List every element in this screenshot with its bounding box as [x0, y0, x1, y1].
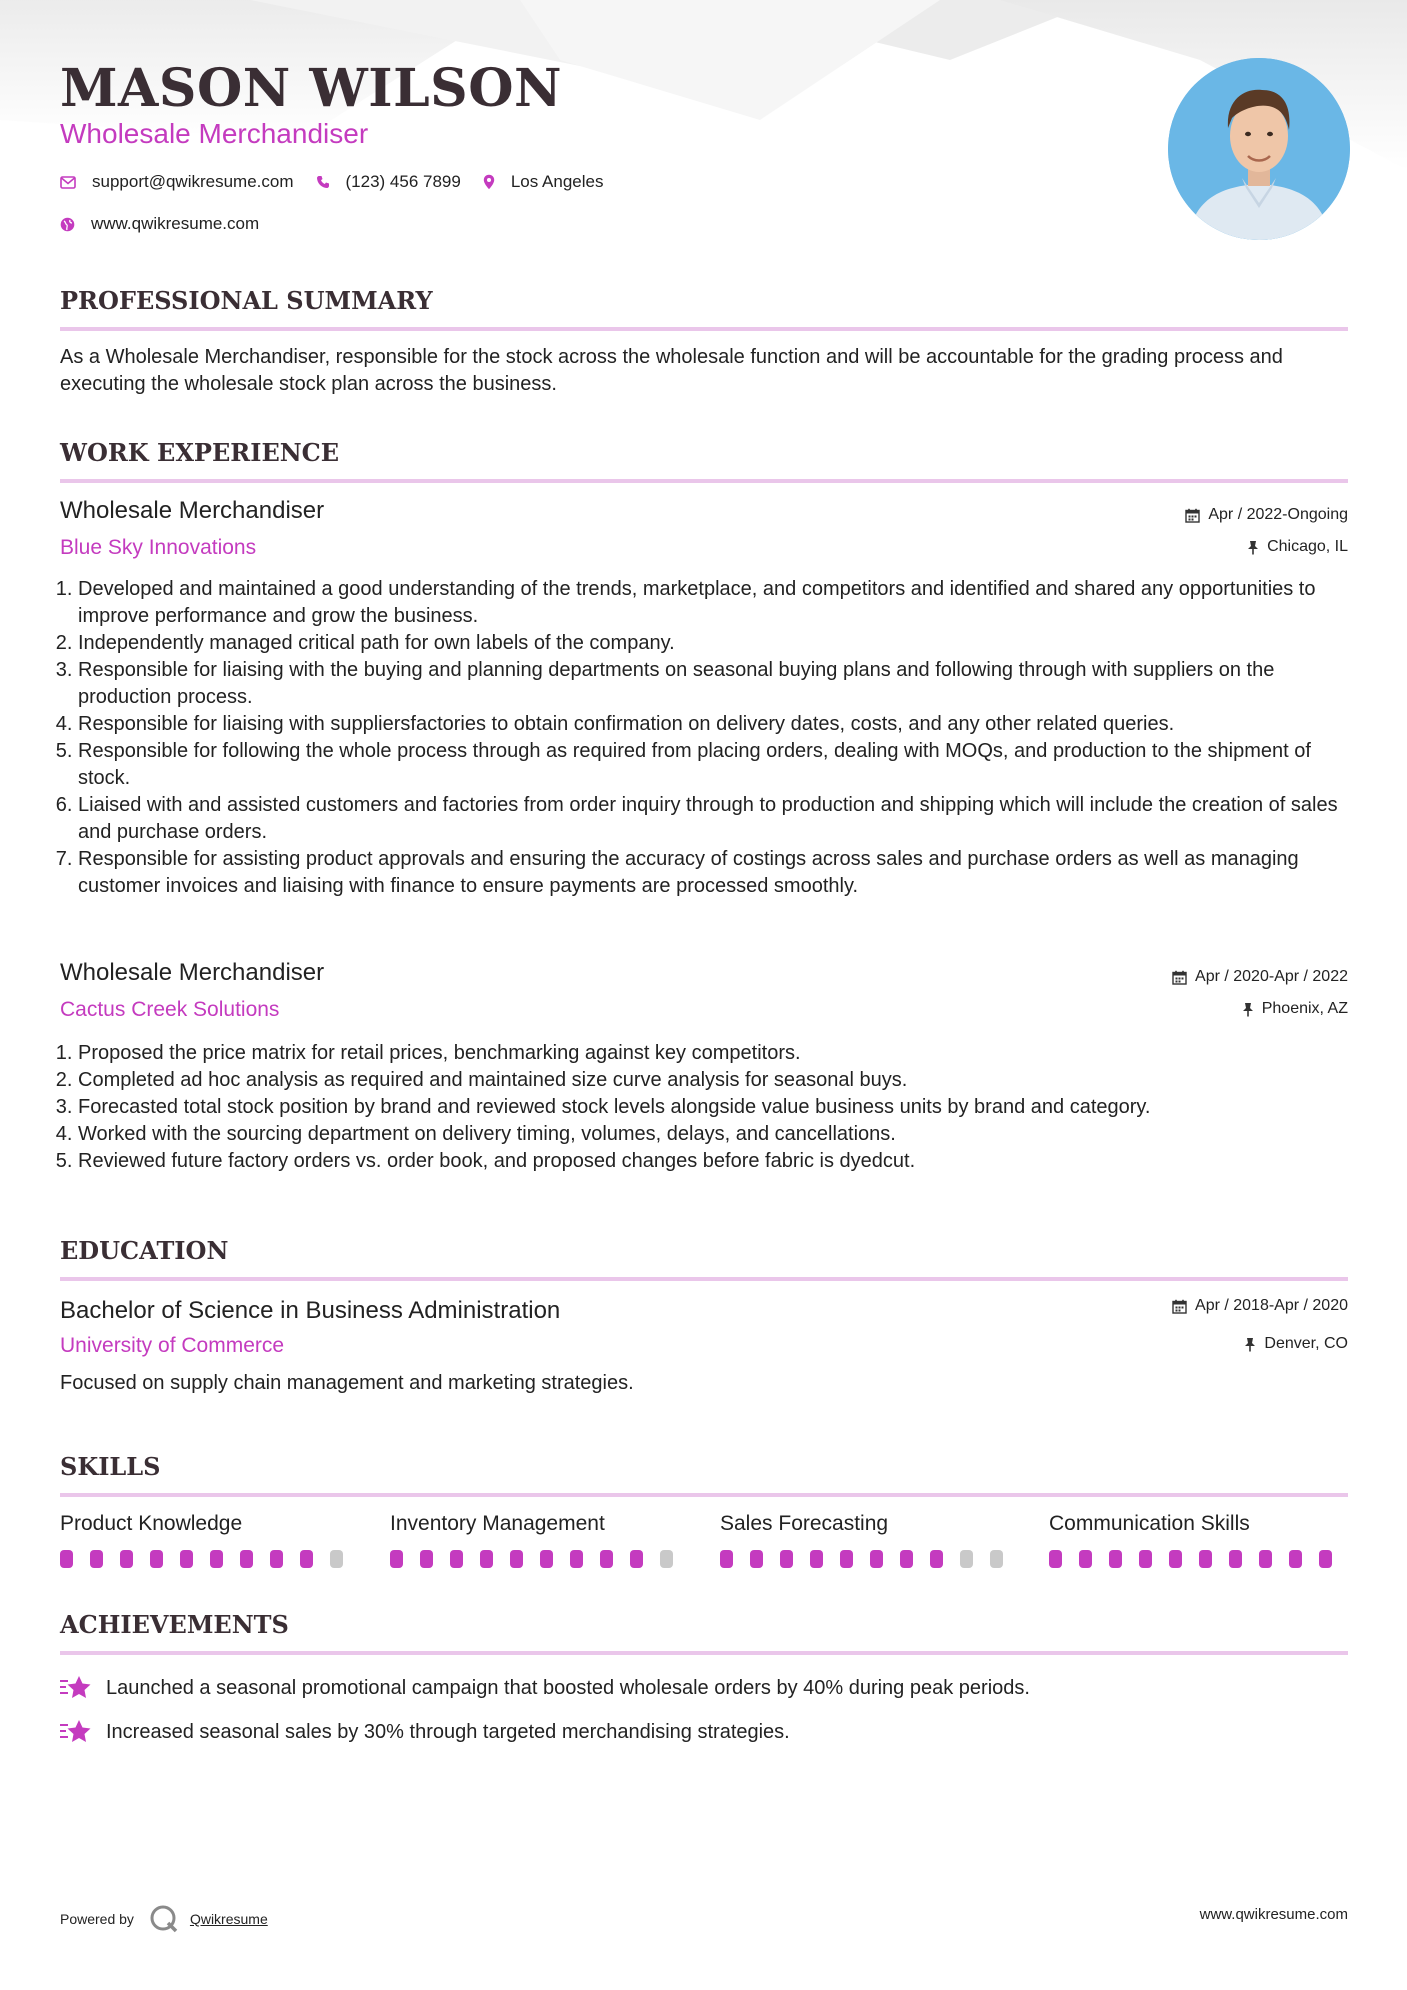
skill-name: Product Knowledge [60, 1512, 243, 1535]
contact-website[interactable] [60, 214, 259, 234]
rating-dot-filled [90, 1550, 103, 1568]
job-1-company: Blue Sky Innovations [60, 536, 257, 559]
contact-location [483, 172, 604, 192]
job-2-company: Cactus Creek Solutions [60, 998, 280, 1021]
list-item: 3. Forecasted total stock position by brand and reviewed stock levels alongside value business units by brand and category. [78, 1094, 1366, 1121]
job-1-dates [1185, 506, 1348, 524]
rating-dot-filled [1289, 1550, 1302, 1568]
education-heading: EDUCATION [60, 1236, 1348, 1281]
skill-rating [390, 1550, 690, 1568]
list-item: 1. Proposed the price matrix for retail prices, benchmarking against key competitors. [78, 1040, 1366, 1067]
summary-text: As a Wholesale Merchandiser, responsible for the stock across the wholesale function and will be accountable for the grading process and executing the wholesale stock plan across the business. [60, 346, 1283, 395]
rating-dot-filled [1169, 1550, 1182, 1568]
skills-heading: SKILLS [60, 1452, 1348, 1497]
achievement-item [60, 1718, 790, 1746]
experience-heading: WORK EXPERIENCE [60, 438, 1348, 483]
skill-rating [1049, 1550, 1349, 1568]
skill-rating [60, 1550, 360, 1568]
rating-dot-empty [960, 1550, 973, 1568]
skill-name: Inventory Management [390, 1512, 605, 1535]
skill-item [390, 1512, 690, 1568]
list-item: 2. Completed ad hoc analysis as required and maintained size curve analysis for seasonal buys. [78, 1067, 1366, 1094]
rating-dot-filled [240, 1550, 253, 1568]
pushpin-icon [1244, 1337, 1256, 1352]
rating-dot-filled [870, 1550, 883, 1568]
rating-dot-filled [150, 1550, 163, 1568]
rating-dot-filled [120, 1550, 133, 1568]
pushpin-icon [1247, 540, 1259, 555]
contact-email[interactable] [60, 172, 294, 192]
education-school: University of Commerce [60, 1334, 285, 1357]
education-description: Focused on supply chain management and marketing strategies. [60, 1372, 634, 1394]
rating-dot-filled [390, 1550, 403, 1568]
list-item: 1. Developed and maintained a good understanding of the trends, marketplace, and competitors and identified and shared any opportunities to improve performance and grow the business. [78, 576, 1366, 630]
rating-dot-filled [750, 1550, 763, 1568]
rating-dot-filled [1109, 1550, 1122, 1568]
rating-dot-filled [210, 1550, 223, 1568]
skill-name: Communication Skills [1049, 1512, 1250, 1535]
achievement-text: Increased seasonal sales by 30% through targeted merchandising strategies. [106, 1720, 790, 1743]
job-2-title: Wholesale Merchandiser [60, 959, 325, 986]
list-item: 5. Responsible for following the whole process through as required from placing orders, dealing with MOQs, and production to the shipment of stock. [78, 738, 1366, 792]
footer-brand-link[interactable]: Qwikresume [189, 1911, 268, 1927]
job-2-bullets [60, 1040, 1366, 1175]
rating-dot-filled [720, 1550, 733, 1568]
rating-dot-filled [1199, 1550, 1212, 1568]
rating-dot-filled [810, 1550, 823, 1568]
job-1-title: Wholesale Merchandiser [60, 497, 325, 524]
location-text: Los Angeles [510, 172, 604, 191]
rating-dot-filled [630, 1550, 643, 1568]
list-item: 2. Independently managed critical path for own labels of the company. [78, 630, 1366, 657]
star-icon [60, 1718, 92, 1746]
email-text: support@qwikresume.com [92, 172, 294, 191]
skill-item [720, 1512, 1020, 1568]
achievement-text: Launched a seasonal promotional campaign that boosted wholesale orders by 40% during peak periods. [106, 1676, 1030, 1699]
summary-heading: PROFESSIONAL SUMMARY [60, 286, 1348, 331]
rating-dot-filled [510, 1550, 523, 1568]
rating-dot-filled [1139, 1550, 1152, 1568]
rating-dot-filled [60, 1550, 73, 1568]
list-item: 7. Responsible for assisting product approvals and ensuring the accuracy of costings across sales and purchase orders as well as managing customer invoices and liaising with finance to ensure payments are processed smoothly. [78, 846, 1366, 900]
footer-powered-by [60, 1904, 268, 1934]
qwikresume-logo-icon [148, 1904, 180, 1934]
rating-dot-filled [420, 1550, 433, 1568]
calendar-icon [1172, 970, 1187, 985]
list-item: 6. Liaised with and assisted customers and factories from order inquiry through to production and shipping which will include the creation of sales and purchase orders. [78, 792, 1366, 846]
achievement-item [60, 1674, 1030, 1702]
job-1-bullets [60, 576, 1366, 900]
rating-dot-filled [1079, 1550, 1092, 1568]
skill-rating [720, 1550, 1020, 1568]
map-pin-icon [483, 174, 495, 190]
rating-dot-empty [990, 1550, 1003, 1568]
education-location-text: Denver, CO [1264, 1335, 1348, 1352]
rating-dot-filled [480, 1550, 493, 1568]
education-dates [1172, 1297, 1348, 1315]
rating-dot-empty [660, 1550, 673, 1568]
candidate-name: MASON WILSON [60, 58, 563, 119]
website-text: www.qwikresume.com [91, 214, 260, 233]
job-1-location [1247, 538, 1348, 556]
rating-dot-filled [840, 1550, 853, 1568]
rating-dot-empty [330, 1550, 343, 1568]
list-item: 5. Reviewed future factory orders vs. order book, and proposed changes before fabric is dyedcut. [78, 1148, 1366, 1175]
list-item: 4. Worked with the sourcing department on delivery timing, volumes, delays, and cancellations. [78, 1121, 1366, 1148]
rating-dot-filled [450, 1550, 463, 1568]
list-item: 3. Responsible for liaising with the buying and planning departments on seasonal buying plans and following through with suppliers on the production process. [78, 657, 1366, 711]
profile-photo [1168, 58, 1350, 240]
rating-dot-filled [300, 1550, 313, 1568]
skill-name: Sales Forecasting [720, 1512, 889, 1535]
skill-item [60, 1512, 360, 1568]
skill-item [1049, 1512, 1349, 1568]
rating-dot-filled [900, 1550, 913, 1568]
rating-dot-filled [600, 1550, 613, 1568]
rating-dot-filled [1319, 1550, 1332, 1568]
list-item: 4. Responsible for liaising with suppliersfactories to obtain confirmation on delivery dates, costs, and any other related queries. [78, 711, 1366, 738]
envelope-icon [60, 176, 76, 189]
rating-dot-filled [780, 1550, 793, 1568]
job-2-dates-text: Apr / 2020-Apr / 2022 [1195, 968, 1348, 985]
rating-dot-filled [1229, 1550, 1242, 1568]
phone-text: (123) 456 7899 [345, 172, 461, 191]
calendar-icon [1185, 508, 1200, 523]
rating-dot-filled [540, 1550, 553, 1568]
footer-website[interactable]: www.qwikresume.com [1199, 1906, 1348, 1923]
job-1-dates-text: Apr / 2022-Ongoing [1208, 506, 1348, 523]
job-1-location-text: Chicago, IL [1267, 538, 1348, 555]
rating-dot-filled [570, 1550, 583, 1568]
education-degree: Bachelor of Science in Business Administration [60, 1297, 561, 1324]
calendar-icon [1172, 1299, 1187, 1314]
job-2-dates [1172, 968, 1348, 986]
achievements-heading: ACHIEVEMENTS [60, 1610, 1348, 1655]
education-dates-text: Apr / 2018-Apr / 2020 [1195, 1297, 1348, 1314]
rating-dot-filled [930, 1550, 943, 1568]
rating-dot-filled [180, 1550, 193, 1568]
candidate-title: Wholesale Merchandiser [60, 118, 369, 149]
contact-row-1 [60, 172, 625, 192]
phone-icon [316, 175, 330, 189]
star-icon [60, 1674, 92, 1702]
rating-dot-filled [270, 1550, 283, 1568]
contact-phone[interactable] [316, 172, 461, 192]
contact-row-2 [60, 214, 281, 234]
rating-dot-filled [1049, 1550, 1062, 1568]
powered-by-label: Powered by [60, 1911, 134, 1927]
globe-icon [60, 217, 75, 232]
job-2-location [1242, 1000, 1348, 1018]
job-2-location-text: Phoenix, AZ [1261, 1000, 1348, 1017]
pushpin-icon [1242, 1002, 1254, 1017]
rating-dot-filled [1259, 1550, 1272, 1568]
education-location [1244, 1335, 1348, 1353]
